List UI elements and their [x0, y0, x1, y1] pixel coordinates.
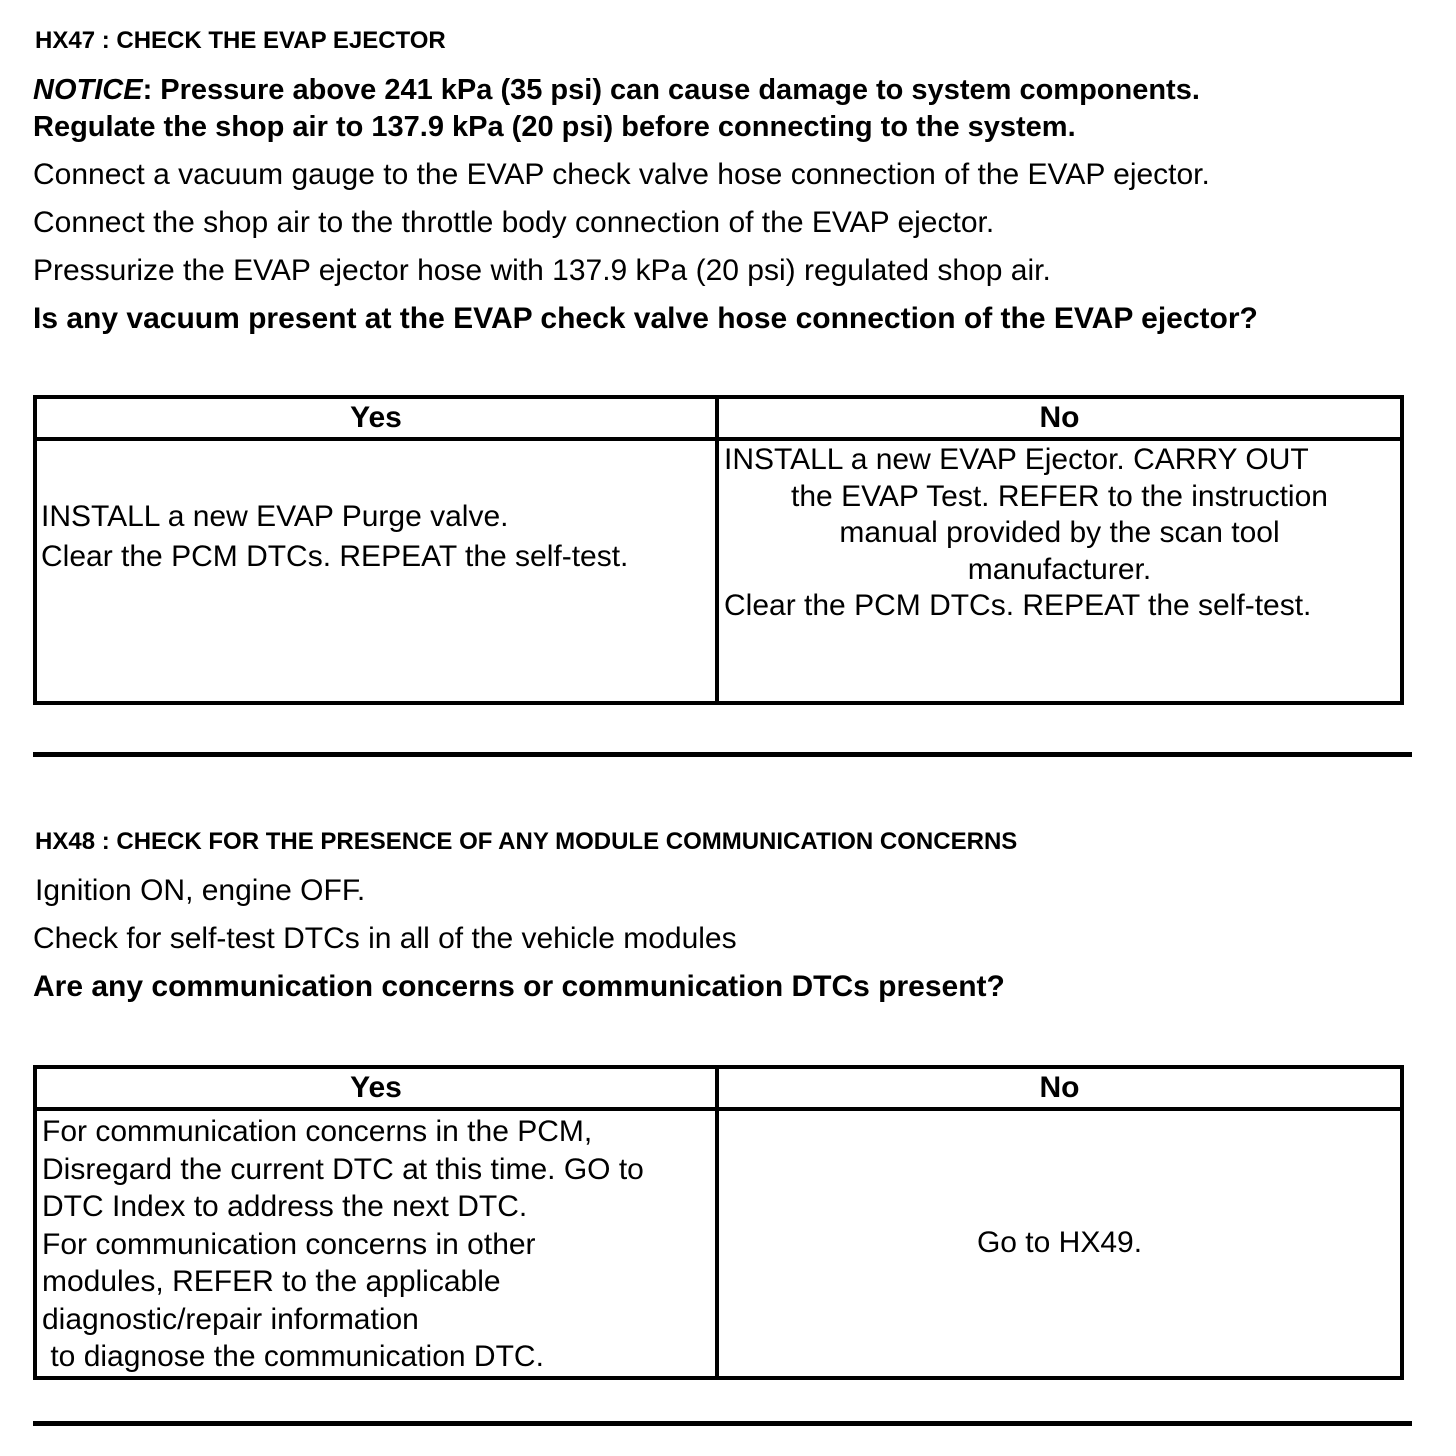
hx48-yes-line-3: DTC Index to address the next DTC. — [42, 1190, 528, 1223]
hx47-no-line-3: manual provided by the scan tool — [839, 516, 1280, 549]
hx48-no-text: Go to HX49. — [976, 1226, 1143, 1260]
hx47-no-cell — [717, 439, 1402, 703]
section-divider-1 — [33, 752, 1412, 757]
hx47-decision-table — [33, 395, 1404, 705]
hx48-no-header: No — [717, 1067, 1402, 1109]
hx47-yes-cell — [35, 439, 717, 703]
hx47-no-header: No — [717, 397, 1402, 439]
hx47-no-line-4: manufacturer. — [967, 552, 1152, 586]
hx48-title: HX48 : CHECK FOR THE PRESENCE OF ANY MODULE COMMUNICATION CONCERNS — [35, 828, 1018, 855]
hx48-yes-header: Yes — [35, 1067, 717, 1109]
hx48-step-1: Ignition ON, engine OFF. — [35, 874, 366, 907]
hx47-no-line-1: INSTALL a new EVAP Ejector. CARRY OUT — [724, 443, 1309, 476]
hx47-no-line-2: the EVAP Test. REFER to the instruction — [791, 479, 1328, 513]
hx47-yes-line-2: Clear the PCM DTCs. REPEAT the self-test. — [41, 540, 629, 573]
hx47-step-3: Pressurize the EVAP ejector hose with 137.9 kPa (20 psi) regulated shop air. — [33, 254, 1051, 287]
hx47-question: Is any vacuum present at the EVAP check valve hose connection of the EVAP ejector? — [33, 302, 1258, 335]
hx48-no-cell — [717, 1109, 1402, 1378]
hx47-yes-line-1: INSTALL a new EVAP Purge valve. — [41, 500, 509, 533]
hx48-yes-line-2: Disregard the current DTC at this time. GO to — [42, 1152, 644, 1186]
section-divider-2 — [33, 1421, 1412, 1426]
hx48-yes-line-5: modules, REFER to the applicable — [42, 1265, 501, 1298]
notice-label: NOTICE — [33, 74, 143, 106]
hx47-title: HX47 : CHECK THE EVAP EJECTOR — [35, 27, 446, 54]
hx48-question: Are any communication concerns or communication DTCs present? — [33, 970, 1005, 1003]
notice-text-2: Regulate the shop air to 137.9 kPa (20 psi) before connecting to the system. — [33, 111, 1076, 143]
hx47-no-line-5: Clear the PCM DTCs. REPEAT the self-test. — [724, 589, 1312, 622]
hx48-yes-line-1: For communication concerns in the PCM, — [42, 1115, 593, 1148]
hx48-yes-cell — [35, 1109, 717, 1378]
hx47-step-1: Connect a vacuum gauge to the EVAP check valve hose connection of the EVAP ejector. — [33, 158, 1210, 191]
hx47-step-2: Connect the shop air to the throttle body connection of the EVAP ejector. — [33, 206, 995, 239]
hx48-yes-line-7: to diagnose the communication DTC. — [42, 1340, 544, 1373]
hx48-yes-line-6: diagnostic/repair information — [42, 1302, 419, 1336]
notice-text-1: : Pressure above 241 kPa (35 psi) can cause damage to system components. — [142, 74, 1200, 106]
hx47-yes-header: Yes — [35, 397, 717, 439]
hx48-decision-table — [33, 1065, 1404, 1380]
hx48-step-2: Check for self-test DTCs in all of the vehicle modules — [33, 922, 737, 955]
hx48-yes-line-4: For communication concerns in other — [42, 1227, 536, 1261]
hx47-notice — [33, 72, 1200, 146]
